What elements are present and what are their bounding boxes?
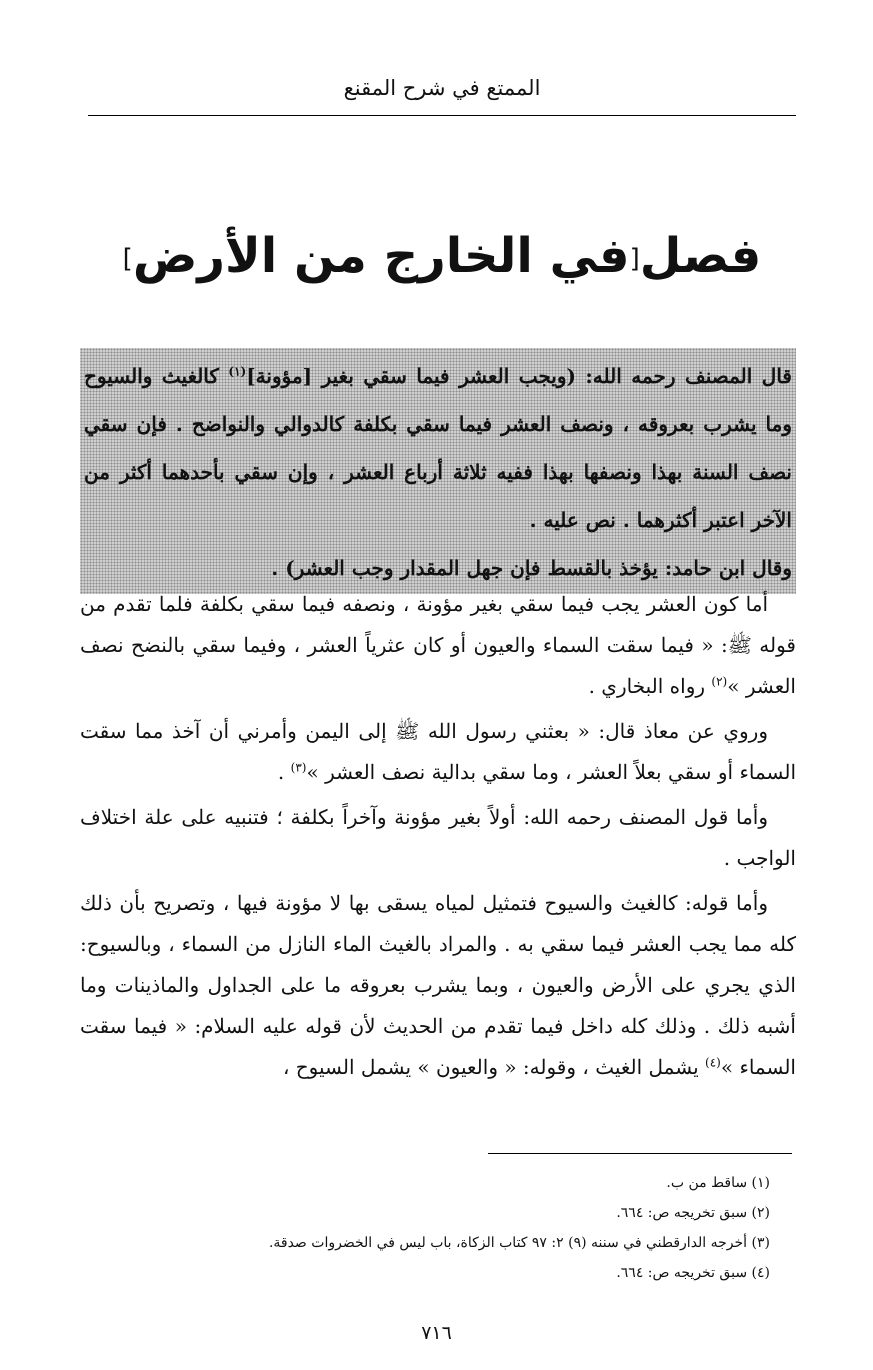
- commentary-text: أما كون العشر يجب فيما سقي بغير مؤونة ، ونصفه فيما سقي بكلفة فلما تقدم من قوله ﷺ: « فيما سقت السماء والعيون أو كان عثرياً العشر ، وفيما سقي بالنضح نصف العشر »: [80, 592, 796, 698]
- section-title: [88, 222, 796, 293]
- commentary-paragraph-3: وأما قول المصنف رحمه الله: أولاً بغير مؤونة وآخراً بكلفة ؛ فتنبيه على علة اختلاف الواجب .: [80, 805, 796, 870]
- section-title-bracket-open: [: [629, 244, 640, 274]
- commentary-text: .: [277, 760, 291, 784]
- running-header-title: الممتع في شرح المقنع: [343, 76, 541, 100]
- matn-text: قال المصنف رحمه الله: (ويجب العشر فيما سقي بغير [مؤونة]: [246, 364, 792, 388]
- commentary-text: يشمل الغيث ، وقوله: « والعيون » يشمل السيوح ،: [282, 1055, 706, 1079]
- commentary-paragraph-4: [80, 883, 796, 1088]
- footnote-ref-4: (٤): [705, 1055, 721, 1070]
- footnote-text: سبق تخريجه ص: ٦٦٤.: [616, 1265, 748, 1281]
- section-title-subject: في الخارج من الأرض: [132, 228, 630, 284]
- footnote-text: سبق تخريجه ص: ٦٦٤.: [616, 1205, 748, 1221]
- footnote-4: [80, 1258, 796, 1288]
- header-divider: [88, 115, 796, 116]
- commentary-text: رواه البخاري .: [588, 674, 712, 698]
- footnote-ref-3: (٣): [290, 760, 307, 775]
- commentary-paragraph-1: [80, 584, 796, 707]
- commentary-body: [80, 584, 796, 1092]
- footnote-3: [80, 1228, 796, 1258]
- footnote-divider: [488, 1153, 792, 1154]
- footnote-ref-2: (٢): [711, 674, 728, 689]
- footnote-number: (٤): [751, 1265, 770, 1281]
- section-title-bracket-close: ]: [122, 244, 133, 274]
- footnote-text: أخرجه الدارقطني في سننه (٩) ٢: ٩٧ كتاب الزكاة، باب ليس في الخضروات صدقة.: [268, 1235, 748, 1251]
- page-number: ٧١٦: [421, 1322, 452, 1344]
- footnotes: [80, 1168, 796, 1288]
- footnote-number: (٣): [751, 1235, 770, 1251]
- matn-paragraph-2: وقال ابن حامد: يؤخذ بالقسط فإن جهل المقدار وجب العشر) .: [271, 556, 792, 580]
- matn-paragraph-1: [84, 352, 792, 544]
- section-title-main: فصل: [639, 228, 762, 284]
- footnote-number: (١): [751, 1175, 770, 1191]
- matn-text: كالغيث والسيوح وما يشرب بعروقه ، ونصف العشر فيما سقي بكلفة كالدوالي والنواضح . فإن سقي نصف السنة بهذا ونصفها بهذا ففيه ثلاثة أرباع العشر ، وإن سقي بأحدهما أكثر من الآخر اعتبر أكثرهما . نص عليه .: [84, 364, 792, 532]
- commentary-text: وروي عن معاذ قال: « بعثني رسول الله ﷺ إلى اليمن وأمرني أن آخذ مما سقت السماء أو سقي بعلاً العشر ، وما سقي بدالية نصف العشر »: [80, 719, 796, 784]
- footnote-ref-1: (١): [228, 364, 247, 379]
- commentary-paragraph-2: [80, 711, 796, 793]
- commentary-text: وأما قوله: كالغيث والسيوح فتمثيل لمياه يسقى بها لا مؤونة فيها ، وتصريح بأن ذلك كله مما يجب العشر فيما سقي به . والمراد بالغيث الماء النازل من السماء ، وبالسيوح: الذي يجري على الأرض والعيون ، وبما يشرب بعروقه ما على الجداول والماذينات وما أشبه ذلك . وذلك كله داخل فيما تقدم من الحديث لأن قوله عليه السلام: « فيما سقت السماء »: [80, 891, 796, 1079]
- footnote-1: [80, 1168, 796, 1198]
- footnote-number: (٢): [751, 1205, 770, 1221]
- matn-quote-block: [80, 348, 796, 594]
- footnote-text: ساقط من ب.: [666, 1175, 748, 1191]
- footnote-2: [80, 1198, 796, 1228]
